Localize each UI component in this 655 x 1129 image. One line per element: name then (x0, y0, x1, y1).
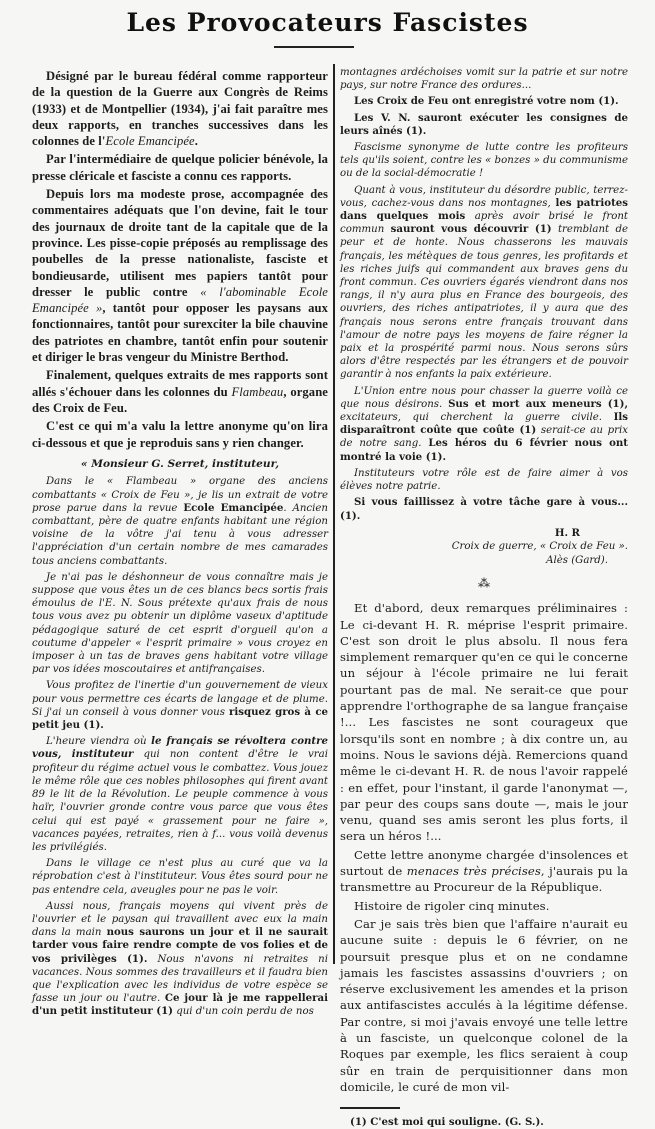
footnote: (1) C'est moi qui souligne. (G. S.). (350, 1115, 544, 1128)
paragraph: Quant à vous, instituteur du désordre public, terrez-vous, cachez-vous dans nos montagnes, les patriotes dans quelques mois après avoir brisé le front commun sauront vous découvrir (1) tremblant de peur et de honte. Nous chasserons les mauvais français, les métèques de tous genres, les profitards et les riches juifs qui commandent aux braves gens du front commun. Ces ouvriers égarés viendront dans nos rangs, il n'y aura plus en France des bourgeois, des ouvriers, des riches antipatriotes, il y aura que des français nous serons entre français trouvant dans l'amour de notre pays les moyens de faire régner la paix et la prospérité parmi nous. Nous serons sûrs alors d'être respectés par les étrangers et de pouvoir garantir à nos enfants la paix extérieure. (340, 184, 629, 381)
paragraph: Car je sais très bien que l'affaire n'aurait eu aucune suite : depuis le 6 février, on ne poursuit presque plus et on ne condamne jamais les fascistes assassins d'ouvriers ; on réserve exclusivement les amendes et la prison aux antifascistes acculés à la légitime défense. Par contre, si moi j'avais envoyé une telle lettre à un fasciste, un quelconque colonel de la Roques par exemple, les flics seraient à coup sûr en train de perquisitionner dans mon domicile, le curé de mon vil- (340, 916, 628, 1094)
asterism-ornament-icon: ⁂ (478, 575, 490, 590)
emphasis: le français se révoltera contre vous, instituteur (32, 735, 328, 761)
emphasis: nous saurons un jour et il ne saurait tarder vous faire rendre compte de vos folies et de vos privilèges (1). (32, 926, 328, 965)
column-divider (333, 64, 335, 964)
response-text (340, 600, 628, 1095)
paragraph: L'Union entre nous pour chasser la guerre voilà ce que nous désirons. Sus et mort aux meneurs (1), excitateurs, qui cherchent la guerre civile. Ils disparaîtront coûte que coûte (1) serait-ce au prix de notre sang. Les héros du 6 février nous ont montré la voie (1). (340, 385, 629, 463)
paragraph: Fascisme synonyme de lutte contre les profiteurs tels qu'ils soient, contre les « bonzes » du communisme ou de la social-démocratie ! (340, 142, 628, 180)
paragraph: Et d'abord, deux remarques préliminaires : Le ci-devant H. R. méprise l'esprit primaire. C'est son droit le plus absolu. Il nous fera simplement remarquer qu'en ce qui le concerne un séjour à l'école primaire ne lui ferait pourtant pas de mal. Ne serait-ce que pour apprendre l'orthographe de sa langue française !... Les fascistes ne sont courageux que lorsqu'ils sont en nombre ; à dix contre un, au moins. Nous le savions déjà. Remercions quand même le ci-devant H. R. de nous l'avoir rappelé : en effet, pour l'instant, il garde l'anonymat —, par peur des coups sans doute —, mais le jour venu, quand ses amis seront les plus forts, il sera un héros !... (340, 601, 628, 844)
footnote-rule (340, 1107, 400, 1109)
title-underline (274, 46, 354, 48)
emphasis: menaces très précises (406, 864, 541, 879)
article-title: Les Provocateurs Fascistes (126, 8, 529, 37)
paragraph: Instituteurs votre rôle est de faire aimer à vos élèves notre patrie. (340, 467, 628, 493)
letter-text (32, 475, 328, 1018)
paragraph: Je n'ai pas le déshonneur de vous connaître mais je suppose que vous êtes un de ces blancs becs sortis frais émoulus de l'E. N. Sous prétexte qu'aux frais de nous tous vous avez pu obtenir un diplôme vaseux d'aptitude pédagogique saturé de cet esprit d'orgueil qu'on a coutume d'appeler « l'esprit primaire » vous croyez en imposer à un tas de braves gens habitant votre village par vos idées moscoutaires et antifrançaises. (32, 571, 328, 676)
right-column (340, 66, 628, 1129)
paragraph: C'est ce qui m'a valu la lettre anonyme qu'on lira ci-dessous et que je reproduis sans y rien changer. (32, 419, 328, 450)
paragraph: Histoire de rigoler cinq minutes. (354, 898, 550, 913)
paragraph: Si vous faillissez à votre tâche gare à vous... (1). (340, 496, 628, 522)
paragraph: Depuis lors ma modeste prose, accompagnée des commentaires adéquats que l'on devine, fait le tour des journaux de droite tant de la capitale que de la province. Les pisse-copie préposés au remplissage des poubelles de la presse nationaliste, fasciste et bondieusarde, utilisent mes papiers tantôt pour dresser le public contre « l'abominable Ecole Emancipée », tantôt pour opposer les paysans aux fonctionnaires, tantôt pour surexciter la bile chauvine des patriotes en chambre, tantôt enfin pour soutenir et diriger le bras vengeur du Ministre Berthod. (32, 187, 329, 365)
paragraph: Dans le village ce n'est plus au curé que va la réprobation c'est à l'instituteur. Vous êtes sourd pour ne pas entendre cela, aveugles pour ne pas le voir. (32, 858, 328, 896)
paragraph: Vous profitez de l'inertie d'un gouvernement de vieux pour vous permettre ces écarts de langage et de plume. Si j'ai un conseil à vous donner vous risquez gros à ce petit jeu (1). (32, 680, 329, 732)
paragraph: Finalement, quelques extraits de mes rapports sont allés s'échouer dans les colonnes du Flambeau, organe des Croix de Feu. (32, 368, 328, 415)
emphasis: Ce jour là je me rappellerai d'un petit instituteur (1) (32, 992, 328, 1018)
paragraph: L'heure viendra où le français se révoltera contre vous, instituteur qui non content d'être le vrai profiteur du régime actuel vous le combattez. Vous jouez le même rôle que ces nobles philosophes qui firent avant 89 le lit de la Révolution. Le peuple commence à vous haïr, l'ouvrier gronde contre vous parce que vous êtes celui qui est payé « grassement pour ne faire », vacances payées, retraites, rien à f... vous voilà devenus les privilégiés. (32, 735, 328, 853)
letter-text-continued (340, 66, 628, 523)
letter-salutation: « Monsieur G. Serret, instituteur, (80, 457, 280, 470)
signature-place: Alès (Gard). (546, 554, 608, 566)
paragraph: Cette lettre anonyme chargée d'insolences et surtout de menaces très précises, j'aurais pu la transmettre au Procureur de la République. (340, 847, 629, 895)
journal-name: Flambeau (231, 384, 284, 399)
paragraph: Les V. N. sauront exécuter les consignes de leurs aînés (1). (340, 111, 628, 137)
paragraph: Aussi nous, français moyens qui vivent près de l'ouvrier et le paysan qui travaillent avec eux la main dans la main nous saurons un jour et il ne saurait tarder vous faire rendre compte de vos folies et de vos privilèges (1). Nous n'avons ni retraites ni vacances. Nous sommes des travailleurs et il faudra bien que l'explication avec les individus de votre espèce se fasse un jour ou l'autre. Ce jour là je me rappellerai d'un petit instituteur (1) qui d'un coin perdu de nos (32, 900, 329, 1018)
paragraph: Par l'intermédiaire de quelque policier bénévole, la presse cléricale et fasciste a connu ces rapports. (32, 152, 328, 183)
signature-name: H. R (554, 526, 580, 539)
paragraph: Les Croix de Feu ont enregistré votre nom (1). (354, 95, 619, 108)
paragraph: Dans le « Flambeau » organe des anciens combattants « Croix de Feu », je lis un extrait de votre prose parue dans la revue Ecole Emancipée. Ancien combattant, père de quatre enfants habitant une région voisine de la vôtre j'ai tenu à vous adresser l'appréciation d'un certain nombre de mes camarades tous anciens combattants. (32, 476, 328, 567)
journal-name: Ecole Emancipée (105, 134, 195, 149)
paragraph: montagnes ardéchoises vomit sur la patrie et sur notre pays, sur notre France des ordures... (340, 67, 628, 92)
intro-text (32, 68, 328, 451)
emphasis: risquez gros à ce petit jeu (1). (32, 705, 329, 732)
paragraph: Désigné par le bureau fédéral comme rapporteur de la question de la Guerre aux Congrès de Reims (1933) et de Montpellier (1934), j'ai fait paraître mes deux rapports, en tranches successives dans les colonnes de l'Ecole Emancipée. (32, 69, 328, 149)
quote: « l'abominable Ecole Emancipée » (32, 284, 329, 316)
signature-titles: Croix de guerre, « Croix de Feu ». (451, 540, 628, 552)
left-column (32, 68, 328, 1022)
